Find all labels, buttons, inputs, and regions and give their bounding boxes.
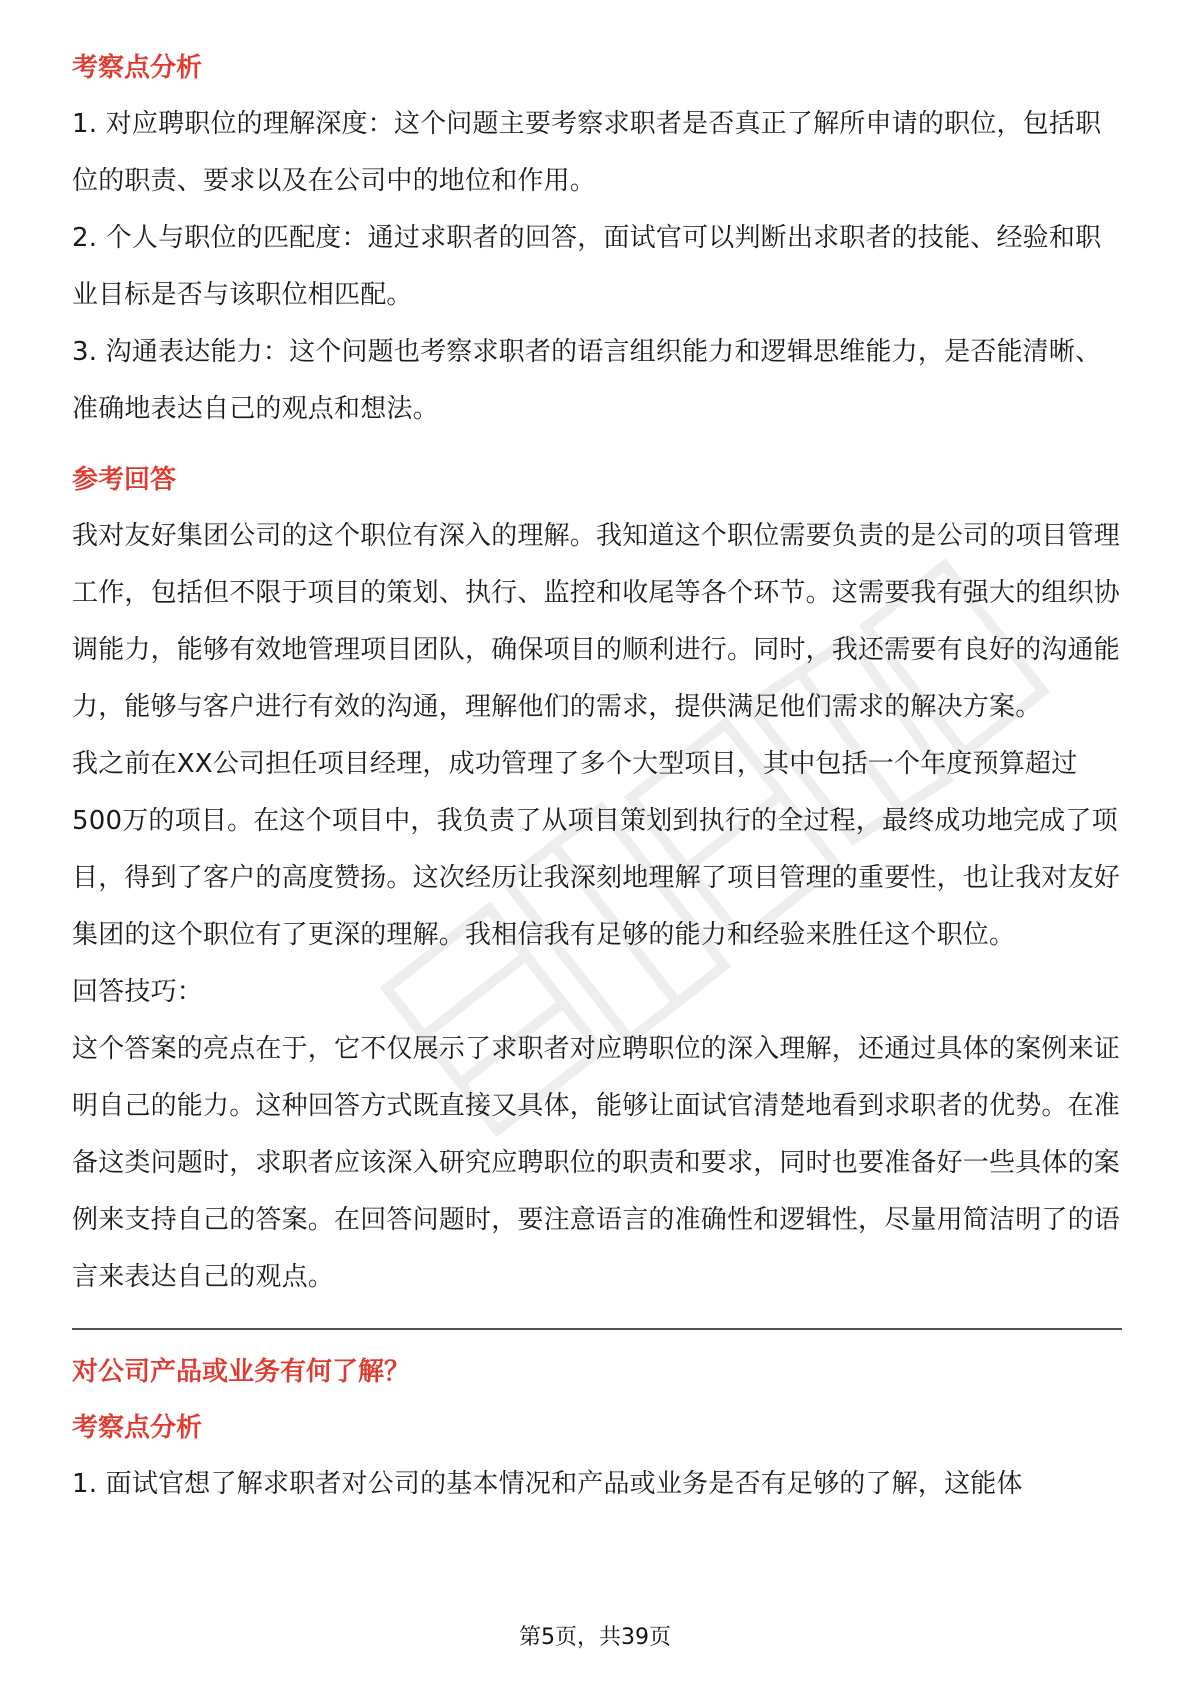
section-heading-reference-answer: 参考回答 [72, 465, 177, 495]
section-heading-analysis: 考察点分析 [72, 53, 203, 83]
page-content [72, 40, 1122, 1513]
answer-paragraph-1: 我对友好集团公司的这个职位有深入的理解。我知道这个职位需要负责的是公司的项目管理工作，包括但不限于项目的策划、执行、监控和收尾等各个环节。这需要我有强大的组织协调能力，能够有效地管理项目团队，确保项目的顺利进行。同时，我还需要有良好的沟通能力，能够与客户进行有效的沟通，理解他们的需求，提供满足他们需求的解决方案。 [72, 521, 1121, 722]
question-block-2 [72, 1344, 1122, 1513]
answer-tips-label: 回答技巧： [72, 977, 204, 1007]
question-title: 对公司产品或业务有何了解？ [72, 1357, 411, 1387]
page-number-footer: 第5页，共39页 [519, 1625, 671, 1650]
analysis-point-3: 3. 沟通表达能力：这个问题也考察求职者的语言组织能力和逻辑思维能力，是否能清晰、准确地表达自己的观点和想法。 [72, 337, 1102, 424]
analysis-point-1: 1. 对应聘职位的理解深度：这个问题主要考察求职者是否真正了解所申请的职位，包括职位的职责、要求以及在公司中的地位和作用。 [72, 109, 1102, 196]
analysis-point-1-q2: 1. 面试官想了解求职者对公司的基本情况和产品或业务是否有足够的了解，这能体 [72, 1469, 1023, 1499]
answer-tips-paragraph: 这个答案的亮点在于，它不仅展示了求职者对应聘职位的深入理解，还通过具体的案例来证明自己的能力。这种回答方式既直接又具体，能够让面试官清楚地看到求职者的优势。在准备这类问题时，求职者应该深入研究应聘职位的职责和要求，同时也要准备好一些具体的案例来支持自己的答案。在回答问题时，要注意语言的准确性和逻辑性，尽量用简洁明了的语言来表达自己的观点。 [72, 1034, 1121, 1292]
section-divider [72, 1328, 1122, 1330]
analysis-point-2: 2. 个人与职位的匹配度：通过求职者的回答，面试官可以判断出求职者的技能、经验和职业目标是否与该职位相匹配。 [72, 223, 1102, 310]
section-heading-analysis-2: 考察点分析 [72, 1413, 203, 1443]
section-analysis [72, 40, 1122, 438]
answer-paragraph-2: 我之前在XX公司担任项目经理，成功管理了多个大型项目，其中包括一个年度预算超过500万的项目。在这个项目中，我负责了从项目策划到执行的全过程，最终成功地完成了项目，得到了客户的高度赞扬。这次经历让我深刻地理解了项目管理的重要性，也让我对友好集团的这个职位有了更深的理解。我相信我有足够的能力和经验来胜任这个职位。 [72, 749, 1121, 950]
section-reference-answer [72, 452, 1122, 1306]
